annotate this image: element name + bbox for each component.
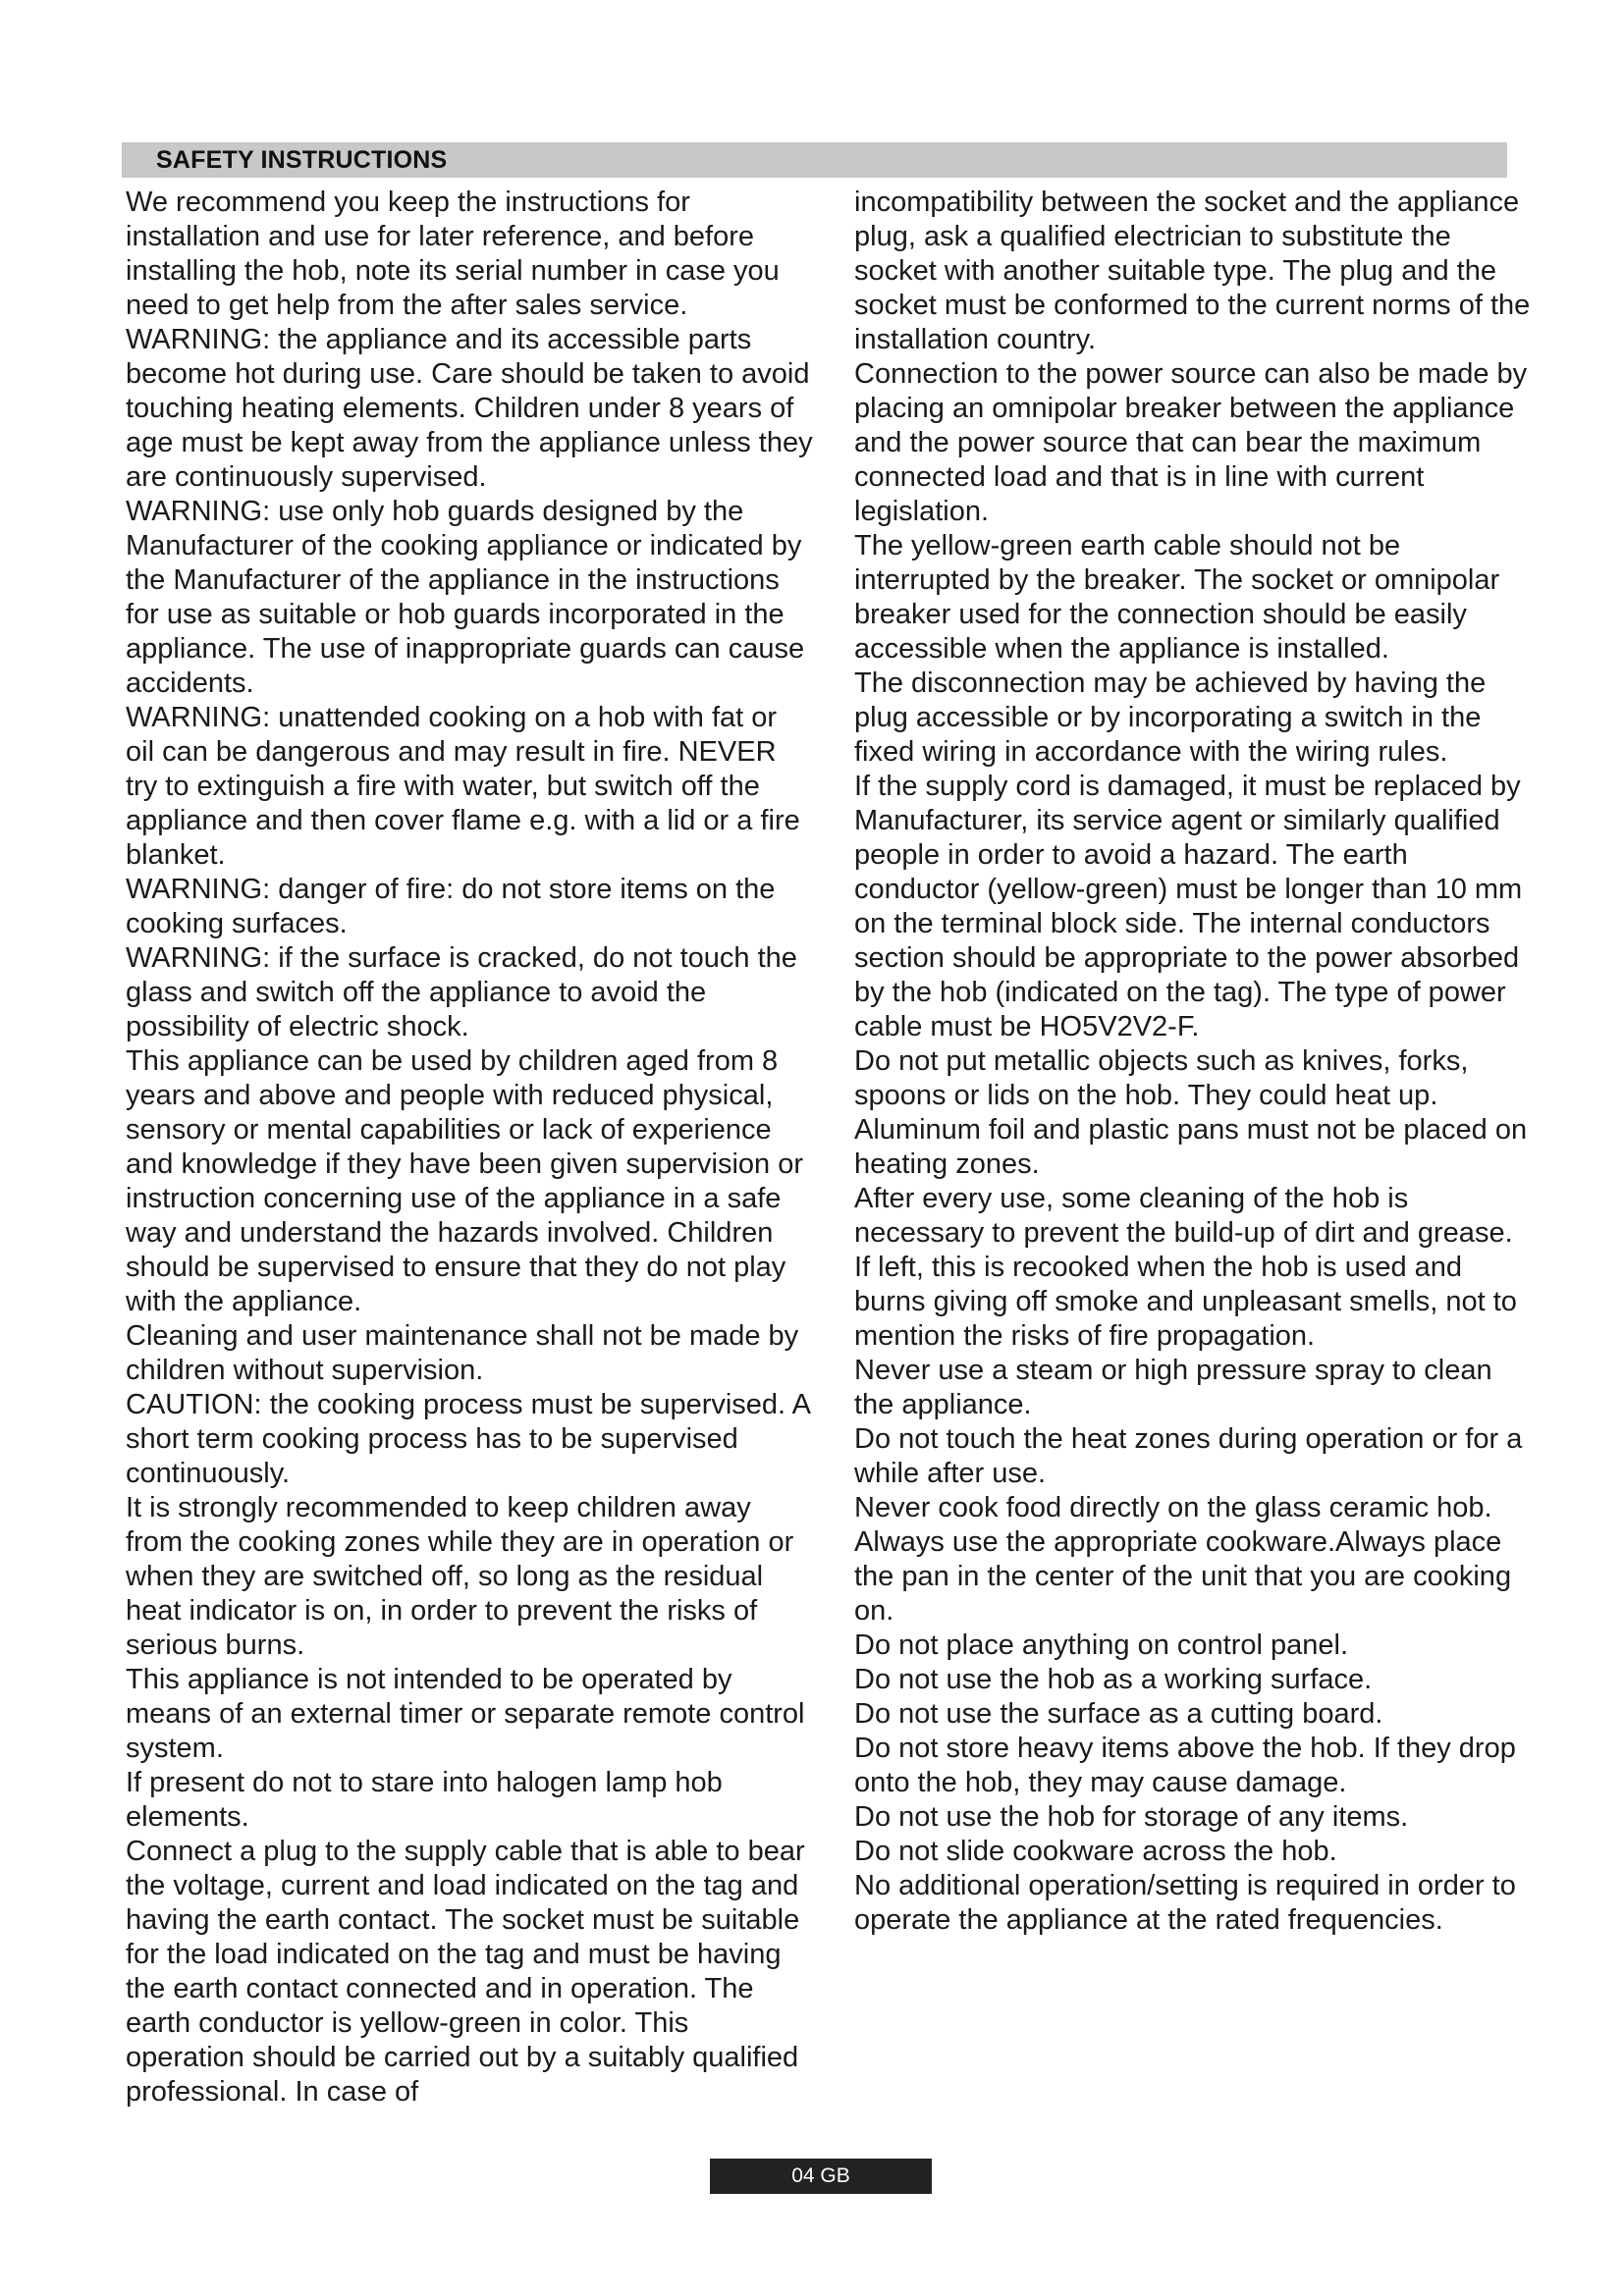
paragraph: Always use the appropriate cookware.Always place the pan in the center of the unit that you are cooking on. [854, 1526, 1512, 1627]
paragraph: Do not use the hob for storage of any items. [854, 1801, 1409, 1833]
paragraph: incompatibility between the socket and the appliance plug, ask a qualified electrician to substitute the socket with another suitable type. The plug and the socket must be conformed to the current norms of the installation country. [854, 187, 1531, 355]
paragraph: Do not use the hob as a working surface. [854, 1664, 1373, 1695]
paragraph: No additional operation/setting is required in order to operate the appliance at the rated frequencies. [854, 1870, 1516, 1936]
paragraph: Do not touch the heat zones during operation or for a while after use. [854, 1423, 1523, 1489]
paragraph: Aluminum foil and plastic pans must not be placed on heating zones. [854, 1114, 1528, 1180]
paragraph: WARNING: the appliance and its accessible parts become hot during use. Care should be taken to avoid touching heating elements. Children under 8 years of age must be kept away from the appliance unless they are continuously supervised. [126, 324, 813, 493]
paragraph: Never cook food directly on the glass ceramic hob. [854, 1492, 1492, 1523]
paragraph: WARNING: if the surface is cracked, do not touch the glass and switch off the appliance to avoid the possibility of electric shock. [126, 942, 797, 1042]
paragraph: The disconnection may be achieved by having the plug accessible or by incorporating a switch in the fixed wiring in accordance with the wiring rules. [854, 667, 1487, 768]
paragraph: WARNING: use only hob guards designed by the Manufacturer of the cooking appliance or indicated by the Manufacturer of the appliance in the instructions for use as suitable or hob guards incorporated in the appliance. The use of inappropriate guards can cause accidents. [126, 496, 805, 699]
section-title: SAFETY INSTRUCTIONS [156, 146, 448, 174]
paragraph: The yellow-green earth cable should not be interrupted by the breaker. The socket or omnipolar breaker used for the connection should be easily accessible when the appliance is installed. [854, 530, 1500, 665]
paragraph: CAUTION: the cooking process must be supervised. A short term cooking process has to be supervised continuously. [126, 1389, 810, 1489]
paragraph: WARNING: danger of fire: do not store items on the cooking surfaces. [126, 874, 776, 939]
section-header [122, 142, 1507, 178]
paragraph: Do not place anything on control panel. [854, 1629, 1349, 1661]
paragraph: Do not slide cookware across the hob. [854, 1836, 1337, 1867]
paragraph: After every use, some cleaning of the hob is necessary to prevent the build-up of dirt and grease. If left, this is recooked when the hob is used and burns giving off smoke and unpleasant smells, not to mention the risks of fire propagation. [854, 1183, 1517, 1352]
paragraph: Do not store heavy items above the hob. If they drop onto the hob, they may cause damage. [854, 1733, 1516, 1798]
paragraph: We recommend you keep the instructions for installation and use for later reference, and before installing the hob, note its serial number in case you need to get help from the after sales service. [126, 187, 780, 321]
page-number-badge [710, 2159, 932, 2194]
paragraph: Connection to the power source can also be made by placing an omnipolar breaker between the appliance and the power source that can bear the maximum connected load and that is in line with current legislation. [854, 358, 1528, 527]
paragraph: If the supply cord is damaged, it must be replaced by Manufacturer, its service agent or similarly qualified people in order to avoid a hazard. The earth conductor (yellow-green) must be longer than 10 mm on the terminal block side. The internal conductors section should be appropriate to the power absorbed by the hob (indicated on the tag). The type of power cable must be HO5V2V2-F. [854, 771, 1523, 1042]
page-number: 04 GB [791, 2164, 850, 2187]
right-column [854, 186, 1532, 1938]
paragraph: WARNING: unattended cooking on a hob with fat or oil can be dangerous and may result in fire. NEVER try to extinguish a fire with water, but switch off the appliance and then cover flame e.g. with a lid or a fire blanket. [126, 702, 800, 871]
paragraph: This appliance can be used by children aged from 8 years and above and people with reduced physical, sensory or mental capabilities or lack of experience and knowledge if they have been given supervision or instruction concerning use of the appliance in a safe way and understand the hazards involved. Children should be supervised to ensure that they do not play with the appliance. [126, 1045, 804, 1317]
paragraph: Never use a steam or high pressure spray to clean the appliance. [854, 1355, 1492, 1420]
paragraph: Do not put metallic objects such as knives, forks, spoons or lids on the hob. They could heat up. [854, 1045, 1469, 1111]
left-column [126, 186, 813, 2109]
paragraph: Connect a plug to the supply cable that is able to bear the voltage, current and load indicated on the tag and having the earth contact. The socket must be suitable for the load indicated on the tag and must be having the earth contact connected and in operation. The earth conductor is yellow-green in color. This operation should be carried out by a suitably qualified professional. In case of [126, 1836, 805, 2108]
paragraph: It is strongly recommended to keep children away from the cooking zones while they are in operation or when they are switched off, so long as the residual heat indicator is on, in order to prevent the risks of serious burns. [126, 1492, 794, 1661]
paragraph: Do not use the surface as a cutting board. [854, 1698, 1383, 1730]
paragraph: This appliance is not intended to be operated by means of an external timer or separate remote control system. [126, 1664, 805, 1764]
paragraph: If present do not to stare into halogen lamp hob elements. [126, 1767, 723, 1833]
paragraph: Cleaning and user maintenance shall not be made by children without supervision. [126, 1320, 799, 1386]
